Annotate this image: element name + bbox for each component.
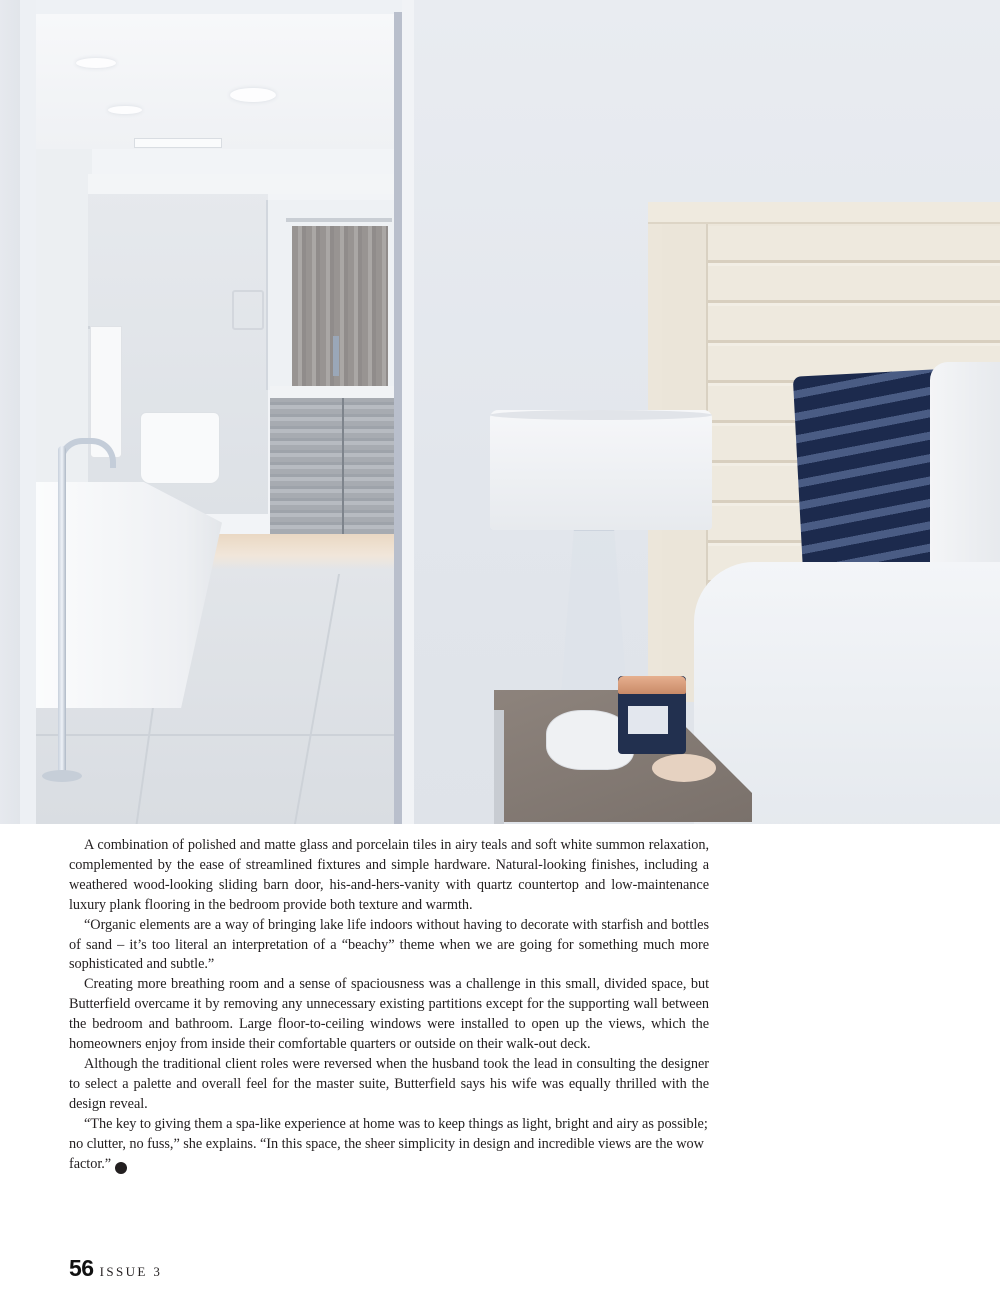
ceiling-light [76,58,116,68]
article-paragraph: A combination of polished and matte glass and porcelain tiles in airy teals and soft white summon relaxation, complemented by the ease of streamlined fixtures and simple hardware. Natural-looking finishes, including a weathered wood-looking sliding barn door, his-and-hers-vanity with quartz countertop and low-maintenance luxury plank flooring in the bedroom provide both texture and warmth. [69,837,709,913]
door-frame-left [0,0,36,824]
door-jamb [394,12,402,824]
ceiling-light [230,88,276,102]
vanity-faucet [333,336,339,376]
bulkhead [88,174,394,194]
lamp-shade-rim [490,410,712,420]
ceiling-light [108,106,142,114]
candle-lid [618,676,686,694]
tub-filler [58,446,66,776]
page-folio [69,1255,162,1282]
bathroom-ceiling [36,14,394,149]
article-paragraph: “Organic elements are a way of bringing lake life indoors without having to decorate with starfish and bottles of sand – it’s too literal an interpretation of a “beachy” theme when we are going for something much more sophisticated and subtle.” [69,916,709,973]
door-frame-edge [20,0,36,824]
vanity-cabinet [270,398,394,534]
issue-label: ISSUE 3 [99,1264,163,1279]
bathroom-view [36,14,394,824]
towel-ring [232,290,264,330]
lamp-shade [490,410,712,530]
headboard-cap [648,202,1000,224]
article-paragraph: Creating more breathing room and a sense of spaciousness was a challenge in this small, divided space, but Butterfield overcame it by removing any unnecessary existing partitions except for the supporting wall between the bedroom and bathroom. Large floor-to-ceiling windows were installed to open up the views, which the homeowners enjoy from inside their comfortable quarters or outside on their walk-out deck. [69,976,709,1053]
end-mark-icon: AH [115,1162,127,1174]
nightstand-leg [494,710,504,824]
barn-door [292,226,388,386]
article-paragraph: Although the traditional client roles were reversed when the husband took the lead in consulting the designer to select a palette and overall feel for the master suite, Butterfield says his wife was equally thrilled with the design reveal. [69,1055,709,1112]
cabinet-seam [342,398,344,534]
candle-jar [618,676,686,754]
door-frame-top [0,0,410,14]
tile-joint [294,574,340,824]
candle-label [628,706,668,734]
barn-door-rail [286,218,392,222]
exhaust-vent [134,138,222,148]
page-number: 56 [69,1255,94,1281]
under-cabinet-glow [206,534,394,570]
dividing-wall-edge [402,0,414,824]
tub-filler-base [42,770,82,782]
article-body [69,836,709,1174]
tile-joint [36,734,394,736]
shell-decor [652,754,716,782]
final-paragraph-text: “The key to giving them a spa-like experience at home was to keep things as light, bright and airy as possible; no clutter, no fuss,” she explains. “In this space, the sheer simplicity in design and incredible views are the wow factor.” [69,1115,708,1172]
article-paragraph-final [69,1115,709,1175]
toilet [140,412,220,484]
